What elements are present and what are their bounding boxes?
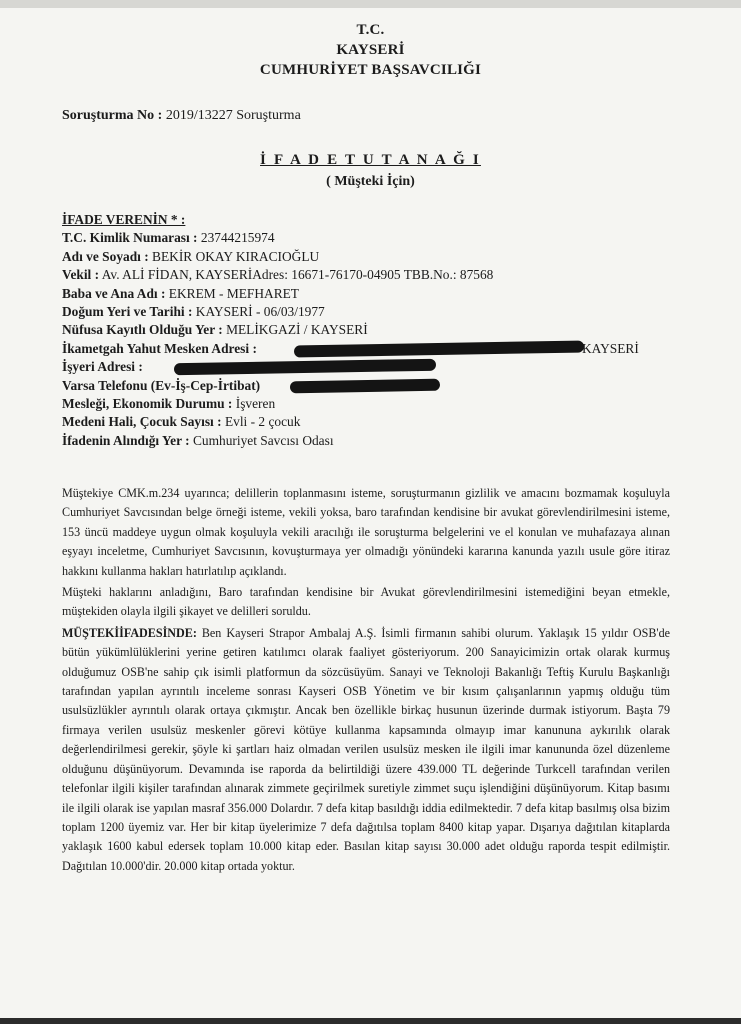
document-title: İ F A D E T U T A N A Ğ I [260,152,481,168]
statement-paragraph [62,624,670,876]
place-value: Cumhuriyet Savcısı Odası [192,432,334,448]
field-phone-row [62,377,702,395]
parents-value: EKREM - MEFHARET [168,285,299,301]
field-registry-row [62,321,702,339]
lawyer-value: Av. ALİ FİDAN, KAYSERİAdres: 16671-76170-04905 TBB.No.: 87568 [101,267,494,283]
field-heading-row [62,211,702,229]
residence-label: İkametgah Yahut Mesken Adresi : [62,340,257,356]
fields-heading: İFADE VERENİN * : [62,212,186,227]
field-tc-row [62,229,702,247]
tc-label: T.C. Kimlik Numarası : [62,230,198,246]
redaction-mark [294,340,584,357]
job-label: Mesleği, Ekonomik Durumu : [62,396,233,412]
redaction-mark [174,359,436,376]
phone-label: Varsa Telefonu (Ev-İş-Cep-İrtibat) [62,377,261,393]
document-subtitle: ( Müşteki İçin) [326,174,415,189]
investigation-value: 2019/13227 Soruşturma [165,108,301,123]
redaction-mark [290,378,440,393]
work-label: İşyeri Adresi : [62,359,143,375]
registry-value: MELİKGAZİ / KAYSERİ [226,322,368,338]
top-edge [0,0,741,8]
statement-fields [62,211,702,450]
rights-paragraph: Müştekiye CMK.m.234 uyarınca; delillerin toplanmasını isteme, soruşturmanın gizlilik ve amacını bozmamak koşuluyla Cumhuriyet Savcısından belge örneği isteme, vekili yoksa, baro tarafından kendisine bir avukat görevlendirilmesini isteme, 153 üncü maddeye uygun olmak koşuluyla vekili aracılığı ile soruşturma belgelerini ve el konulan ve muhafazaya alınan eşyayı inceletme, Cumhuriyet Savcısının, kovuşturmaya yer olmadığı yönündeki kararına kanunda yazılı usule göre itiraz hakkını kullanma hakları hatırlatılıp açıklandı. [62,486,670,578]
field-place-row [62,432,702,450]
field-parents-row [62,285,702,303]
place-label: İfadenin Alındığı Yer : [62,432,190,448]
header-office: CUMHURİYET BAŞSAVCILIĞI [259,62,482,78]
field-lawyer-row [62,266,702,284]
marital-label: Medeni Hali, Çocuk Sayısı : [62,414,222,430]
field-residence-row [62,340,702,358]
statement-text: Ben Kayseri Strapor Ambalaj A.Ş. İsimli firmanın sahibi olurum. Yaklaşık 15 yıldır OSB'de bütün yükümlülüklerini yerine getiren katılımcı olarak faaliyet gösteriyorum. 200 Sanayicimizin ortak olarak kurmuş olduğumuz OSB'ne sahip çık isimli platformun da sözcüsüyüm. Sanayi ve Teknoloji Bakanlığı Teftiş Kurulu Başkanlığı tarafından yapılan ayrıntılı inceleme sonrası Kayseri OSB Yönetim ve bir kısım çalışanlarının yapmış olduğu tüm usulsüzlükler ayrıntılı olarak ortaya çıkmıştır. Ancak ben özellikle birkaç husunun üzerinde durmak istiyorum. Başta 79 firmaya verilen usulsüz meskenler görevi kötüye kullanma kapsamında olmayıp imar kanununa aykırılık olarak değerlendirilmesi gerekir, şöyle ki şartları haiz olmadan verilen usulsüz mesken ile ilgili imar kanununda özel düzenleme olduğunu düşünüyorum. Devamında ise raporda da belirtildiği üzere 439.000 TL değerinde Turkcell tarafından verilen telefonlar ilgili kişiler tarafından alınarak zimmete geçirilmek suretiyle zimmet suçu işlendiğini düşünüyorum. Kitap basımı ile ilgili olarak ise yapılan masraf 356.000 Dolardır. 7 defa kitap basıldığı iddia edilmektedir. 7 defa kitap basılmış olsa bizim toplam 1200 üyemiz var. Her bir kitap üyelerimize 7 defa dağıtılsa toplam 8400 kitap yapar. Dışarıya dağıtılan kitaplarda yaklaşık 1600 kabul edersek toplam 10.000 kitap eder. Basılan kitap sayısı 30.000 adet olduğu raporda tespit edilmiştir. Dağıtılan 10.000'dir. 20.000 kitap ortada yoktur. [62,625,670,873]
name-value: BEKİR OKAY KIRACIOĞLU [152,248,320,264]
statement-label: MÜŞTEKİİFADESİNDE: [62,625,197,640]
birth-value: KAYSERİ - 06/03/1977 [195,304,325,320]
tc-value: 23744215974 [200,230,275,246]
lawyer-paragraph: Müşteki haklarını anladığını, Baro tarafından kendisine bir Avukat görevlendirilmesini istemediğini beyan etmekle, müştekiden olayla ilgili şikayet ve delilleri soruldu. [62,585,670,619]
parents-label: Baba ve Ana Adı : [62,285,166,301]
statement-body [62,484,670,876]
lawyer-label: Vekil : [62,267,100,283]
field-marital-row [62,413,702,431]
field-name-row [62,248,702,266]
bottom-edge [0,1018,741,1024]
header-tc: T.C. [356,22,385,38]
residence-value-end: KAYSERİ [582,340,639,356]
investigation-label: Soruşturma No : [62,108,163,123]
field-job-row [62,395,702,413]
birth-label: Doğum Yeri ve Tarihi : [62,304,193,320]
field-work-row [62,358,702,376]
header-city: KAYSERİ [336,42,405,58]
job-value: İşveren [235,396,276,412]
field-birth-row [62,303,702,321]
marital-value: Evli - 2 çocuk [224,414,301,430]
name-label: Adı ve Soyadı : [62,248,149,264]
registry-label: Nüfusa Kayıtlı Olduğu Yer : [62,322,223,338]
investigation-number [62,108,301,124]
